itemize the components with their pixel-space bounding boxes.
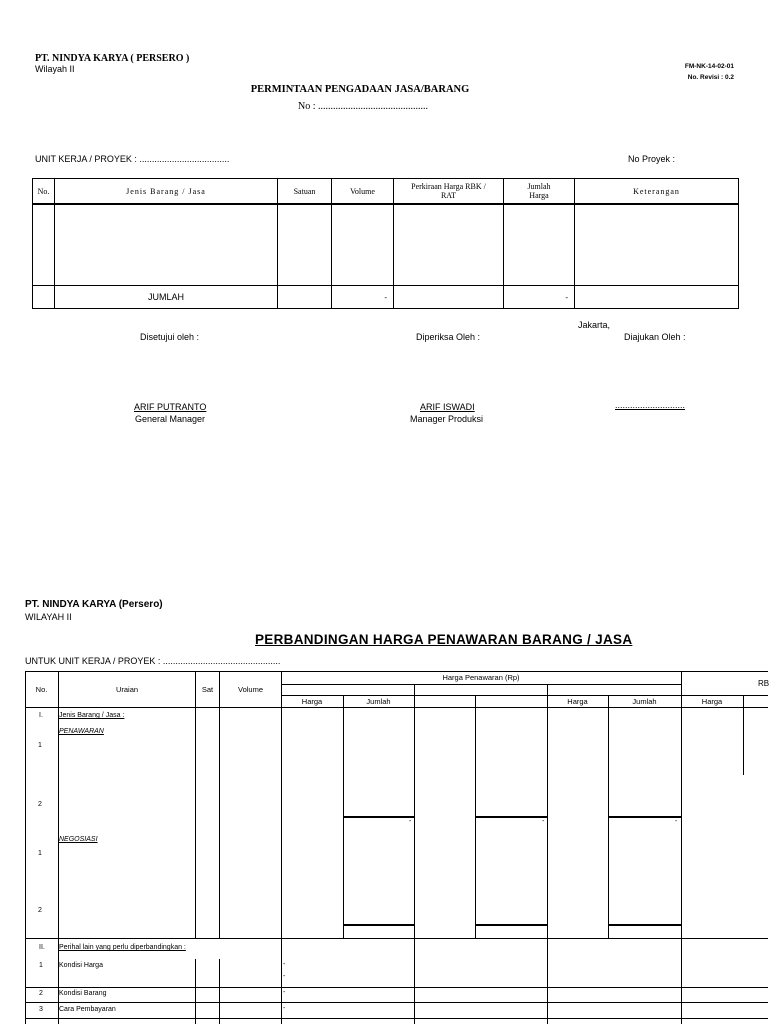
form1-unit-kerja: UNIT KERJA / PROYEK : .................................... (35, 154, 230, 164)
grid-line (281, 684, 681, 685)
form2-title: PERBANDINGAN HARGA PENAWARAN BARANG / JASA (255, 632, 633, 647)
total-volume: - (332, 286, 394, 309)
total-perkiraan (394, 286, 504, 309)
col-header-jenis: Jenis Barang / Jasa (55, 179, 278, 205)
form1-revision: No. Revisi : 0.2 (687, 74, 734, 81)
total-keterangan (575, 286, 739, 309)
total-satuan (278, 286, 332, 309)
grid-line (58, 671, 59, 1024)
total-label: JUMLAH (55, 286, 278, 309)
subtotal-line (475, 816, 547, 818)
negosiasi-label: NEGOSIASI (59, 836, 98, 843)
form1-title: PERMINTAAN PENGADAAN JASA/BARANG (250, 84, 470, 95)
approved-by-name: ARIF PUTRANTO (134, 402, 207, 412)
subtotal-line (343, 924, 414, 926)
form1-no-proyek: No Proyek : (628, 154, 676, 164)
subtotal-dash: - (675, 818, 678, 825)
col-header-keterangan: Keterangan (575, 179, 739, 205)
subtotal-line (608, 924, 681, 926)
comparison-table (25, 671, 768, 1024)
col-header-jumlah: Jumlah Harga (504, 179, 575, 205)
cell-keterangan[interactable] (575, 204, 739, 286)
grid-line (547, 684, 548, 1024)
subtotal-line (608, 816, 681, 818)
subtotal-dash: - (542, 818, 545, 825)
section-1-no: I. (39, 712, 43, 719)
col-header-no: No. (33, 179, 55, 205)
cell-satuan[interactable] (278, 204, 332, 286)
grid-line (281, 671, 282, 1024)
negosiasi-item-1: 1 (38, 850, 42, 857)
penawaran-item-1: 1 (38, 742, 42, 749)
penawaran-label: PENAWARAN (59, 728, 104, 735)
grid-line (681, 671, 682, 1024)
grid-line (414, 684, 415, 1024)
header-sat: Sat (201, 685, 214, 694)
total-row (33, 286, 739, 309)
kondisi-barang-label: Kondisi Barang (59, 990, 107, 997)
approved-by-label: Disetujui oleh : (140, 332, 200, 342)
approved-by-position: General Manager (135, 414, 206, 424)
header-uraian: Uraian (115, 685, 139, 694)
header-harga-3: Harga (701, 697, 723, 706)
total-cell-no (33, 286, 55, 309)
cell-jumlah[interactable] (504, 204, 575, 286)
checked-by-label: Diperiksa Oleh : (416, 332, 481, 342)
cara-pembayaran-no: 3 (39, 1006, 43, 1013)
kondisi-harga-dash: - (283, 973, 286, 980)
subtotal-dash: - (409, 818, 412, 825)
grid-line (25, 671, 26, 1024)
subtotal-line (475, 924, 547, 926)
kondisi-harga-dash: - (283, 961, 286, 968)
negosiasi-item-2: 2 (38, 907, 42, 914)
section-2-no: II. (39, 944, 45, 951)
header-harga-penawaran: Harga Penawaran (Rp) (442, 673, 520, 682)
col-header-perkiraan: Perkiraan Harga RBK / RAT (394, 179, 504, 205)
col-header-volume: Volume (332, 179, 394, 205)
kondisi-harga-no: 1 (39, 962, 43, 969)
form1-number-line: No : ............................................ (298, 101, 428, 112)
form1-city: Jakarta, (578, 320, 611, 330)
grid-line (195, 671, 196, 939)
penawaran-item-2: 2 (38, 801, 42, 808)
grid-line (25, 938, 768, 939)
checked-by-name: ARIF ISWADI (420, 402, 475, 412)
cara-pembayaran-label: Cara Pembayaran (59, 1006, 116, 1013)
proposed-by-label: Diajukan Oleh : (624, 332, 686, 342)
grid-line (195, 959, 196, 1024)
header-volume: Volume (237, 685, 264, 694)
section-2-label: Perihal lain yang perlu diperbandingkan : (59, 944, 186, 951)
total-jumlah: - (504, 286, 575, 309)
grid-line (743, 695, 744, 775)
col-header-satuan: Satuan (278, 179, 332, 205)
kondisi-barang-no: 2 (39, 990, 43, 997)
form1-form-code: FM-NK-14-02-01 (684, 63, 734, 70)
checked-by-position: Manager Produksi (410, 414, 484, 424)
kondisi-harga-label: Kondisi Harga (59, 962, 103, 969)
grid-line (219, 671, 220, 939)
header-rb: RB (758, 679, 769, 688)
kondisi-barang-dash: - (283, 989, 286, 996)
grid-line (25, 707, 768, 708)
form2-region: WILAYAH II (25, 612, 72, 622)
grid-line (281, 695, 768, 696)
cell-perkiraan[interactable] (394, 204, 504, 286)
table-row (33, 204, 739, 286)
section-1-label: Jenis Barang / Jasa : (59, 712, 125, 719)
grid-line (25, 987, 768, 988)
form2-unit-kerja: UNTUK UNIT KERJA / PROYEK : ............................................... (25, 656, 281, 666)
header-harga-1: Harga (301, 697, 323, 706)
form1-company: PT. NINDYA KARYA ( PERSERO ) (35, 53, 190, 64)
grid-line (219, 959, 220, 1024)
cara-pembayaran-dash: - (283, 1005, 286, 1012)
header-no: No. (35, 685, 48, 694)
cell-jenis[interactable] (55, 204, 278, 286)
form1-request-table (32, 178, 739, 309)
cell-volume[interactable] (332, 204, 394, 286)
header-jumlah-2: Jumlah (632, 697, 657, 706)
cell-no[interactable] (33, 204, 55, 286)
grid-line (25, 671, 768, 672)
proposed-by-name: ............................ (615, 400, 686, 410)
form2-company: PT. NINDYA KARYA (Persero) (25, 599, 163, 610)
form1-region: Wilayah II (35, 64, 75, 74)
grid-line (25, 1018, 768, 1019)
header-harga-2: Harga (567, 697, 588, 706)
header-jumlah-1: Jumlah (366, 697, 391, 706)
subtotal-line (343, 816, 414, 818)
grid-line (25, 1002, 768, 1003)
